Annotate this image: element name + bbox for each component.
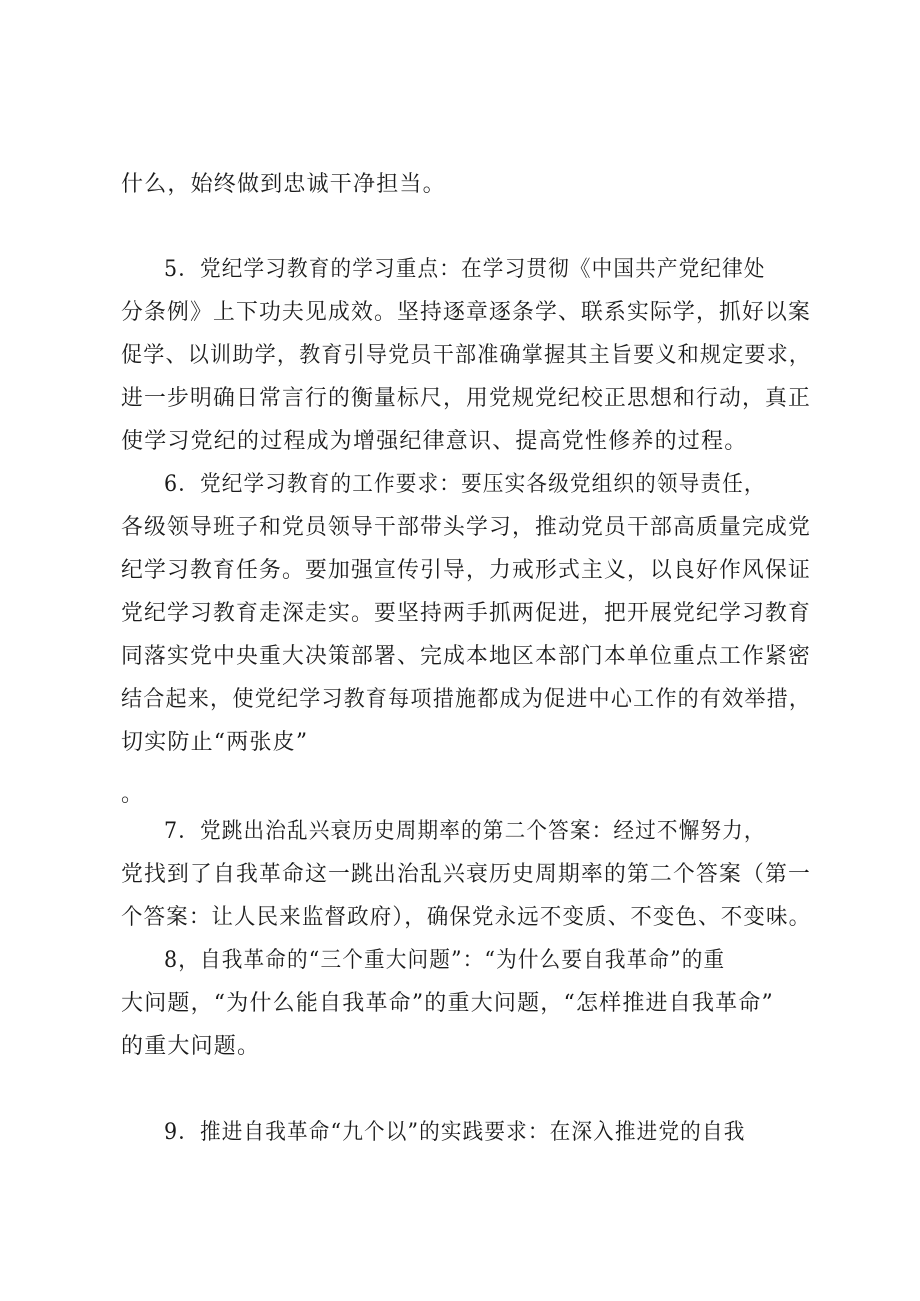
item-5-line-4: 进一步明确日常言行的衡量标尺，用党规党纪校正思想和行动，真正 [121, 386, 812, 411]
item-6-line-3: 纪学习教育任务。要加强宣传引导，力戒形式主义，以良好作风保证 [121, 558, 812, 583]
item-5-line-2: 分条例》上下功夫见成效。坚持逐章逐条学、联系实际学，抓好以案 [121, 300, 812, 325]
item-7-line-1: 7．党跳出治乱兴衰历史周期率的第二个答案：经过不懈努力， [164, 819, 766, 844]
item-8-line-1: 8，自我革命的“三个重大问题”：“为什么要自我革命”的重 [164, 948, 726, 973]
item-6-line-2: 各级领导班子和党员领导干部带头学习，推动党员干部高质量完成党 [121, 515, 812, 540]
continuation-line: 什么，始终做到忠诚干净担当。 [121, 172, 446, 197]
item-7-line-2: 党找到了自我革命这一跳出治乱兴衰历史周期率的第二个答案（第一 [121, 862, 812, 887]
item-6-line-5: 同落实党中央重大决策部署、完成本地区本部门本单位重点工作紧密 [121, 644, 812, 669]
item-5-line-5: 使学习党纪的过程成为增强纪律意识、提高党性修养的过程。 [121, 429, 748, 454]
item-7-line-3: 个答案：让人民来监督政府），确保党永远不变质、不变色、不变味。 [121, 905, 812, 930]
item-6-line-7: 切实防止“两张皮” [121, 730, 309, 755]
item-6-line-8: 。 [121, 782, 145, 807]
item-5-line-3: 促学、以训助学，教育引导党员干部准确掌握其主旨要义和规定要求， [121, 343, 812, 368]
item-5-line-1: 5．党纪学习教育的学习重点：在学习贯彻《中国共产党纪律处 [164, 257, 766, 282]
item-6-line-1: 6．党纪学习教育的工作要求：要压实各级党组织的领导责任， [164, 472, 766, 497]
item-8-line-3: 的重大问题。 [121, 1034, 261, 1059]
item-6-line-6: 结合起来，使党纪学习教育每项措施都成为促进中心工作的有效举措， [121, 687, 812, 712]
item-8-line-2: 大问题，“为什么能自我革命”的重大问题，“怎样推进自我革命” [121, 991, 774, 1016]
item-9-line-1: 9．推进自我革命“九个以”的实践要求：在深入推进党的自我 [164, 1120, 746, 1145]
item-6-line-4: 党纪学习教育走深走实。要坚持两手抓两促进，把开展党纪学习教育 [121, 601, 812, 626]
